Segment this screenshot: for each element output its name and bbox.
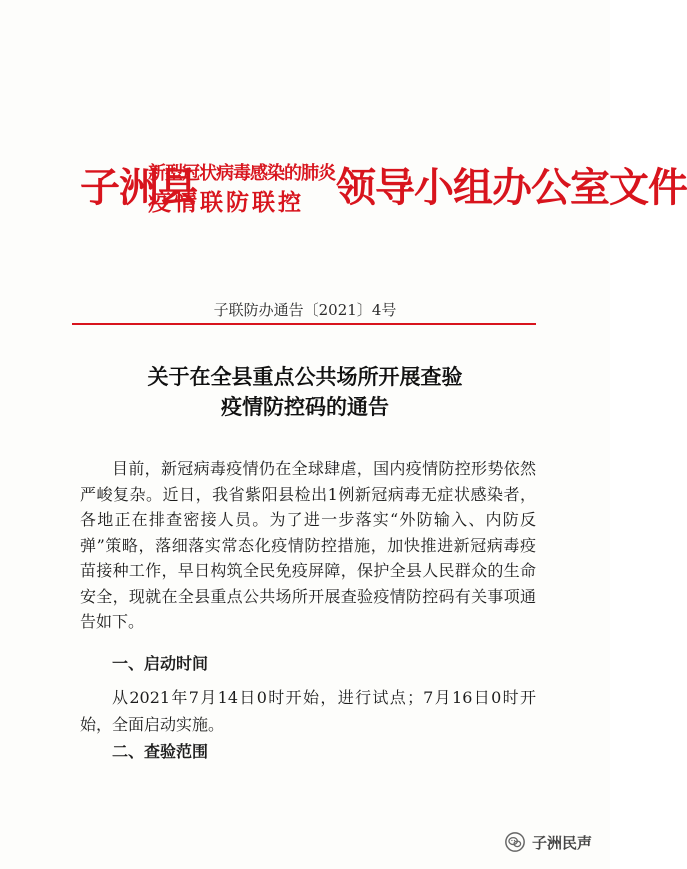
document-number: 子联防办通告〔2021〕4号 xyxy=(213,301,397,319)
watermark-text: 子洲民声 xyxy=(531,833,592,852)
section-1-text: 从2021年7月14日0时开始，进行试点；7月16日0时开始，全面启动实施。 xyxy=(80,688,536,734)
title-line-2: 疫情防控码的通告 xyxy=(221,394,389,419)
header-bottom-line: 疫情联防联控 xyxy=(148,189,304,216)
header-divider xyxy=(72,323,536,325)
section-1-heading: 一、启动时间 xyxy=(112,654,209,673)
section-2-heading: 二、查验范围 xyxy=(112,742,209,761)
watermark xyxy=(504,831,592,853)
intro-paragraph: 目前，新冠病毒疫情仍在全球肆虐，国内疫情防控形势依然严峻复杂。近日，我省紫阳县检出1例新冠病毒无症状感染者，各地正在排查密接人员。为了进一步落实“外防输入、内防反弹”策略，落细落实常态化疫情防控措施，加快推进新冠病毒疫苗接种工作，早日构筑全民免疫屏障，保护全县人民群众的生命安全，现就在全县重点公共场所开展查验疫情防控码有关事项通告如下。 xyxy=(80,459,536,631)
title-line-1: 关于在全县重点公共场所开展查验 xyxy=(147,364,463,389)
header-stack xyxy=(148,160,336,218)
wechat-icon xyxy=(504,831,526,853)
header-top-line: 新型冠状病毒感染的肺炎 xyxy=(148,163,335,184)
header-left: 子洲县 xyxy=(80,164,197,211)
header-right: 领导小组办公室文件 xyxy=(336,164,687,211)
